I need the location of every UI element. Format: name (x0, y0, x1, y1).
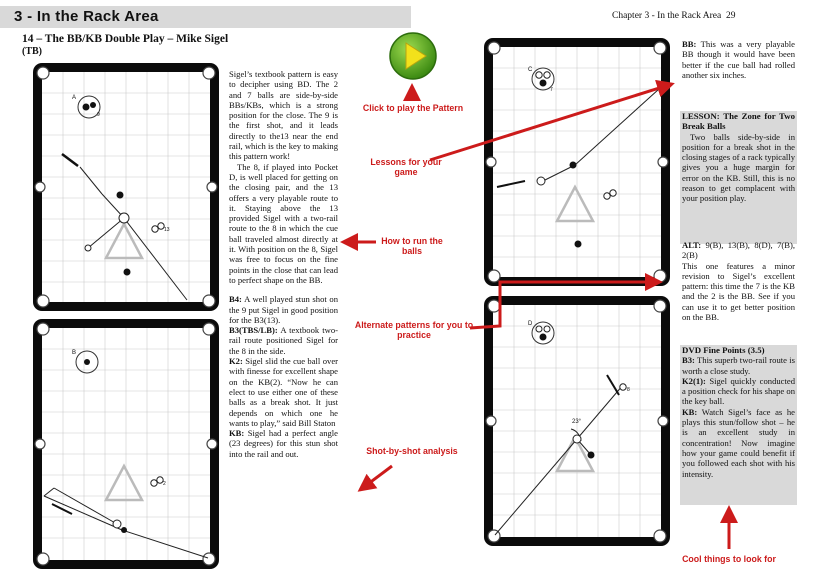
table-diagram-4 (483, 295, 671, 547)
dvd-b3: B3: This superb two-rail route is worth a close study. (682, 355, 795, 376)
annotation-alternate: Alternate patterns for you to practice (354, 320, 474, 340)
lesson-text: Two balls side-by-side in position for a break shot in the closing stages of a rack typically gives you a huge margin for error on the KB. Still, this is no reason to get complacent with your position play. (682, 131, 795, 204)
annotation-shot: Shot-by-shot analysis (366, 446, 458, 456)
diagram-2-marker: B (72, 350, 77, 356)
alt-body: This one features a minor revision to Sigel’s excellent pattern: this time the 7 is the KB and the 2 is the BB. See if you can use it to get better position on the BB. (682, 260, 795, 323)
dvd-box (680, 345, 797, 505)
bb-paragraph: BB: This was a very playable BB though it would have been better if the cue ball had rolled another six inches. (682, 39, 795, 80)
arrow-shot (360, 466, 392, 490)
diagram-1-marker: A (72, 95, 77, 101)
diagram-1-ball-label-13: 13 (164, 227, 170, 233)
annotation-lessons: Lessons for your game (370, 157, 442, 177)
table-diagram-1 (32, 62, 220, 312)
b4-paragraph: B4: A well played stun shot on the 9 put Sigel in good position for the B3(13). (229, 294, 338, 325)
col1-paragraph-1: Sigel’s textbook pattern is easy to decipher using BD. The 2 and 7 balls are side-by-side BBs/KBs, which is a strong position for the close. The 9 is the first shot, and it leads directly to the13 near the end rail, which is the key to making this pattern work! (229, 69, 338, 162)
table-diagram-2 (32, 318, 220, 570)
annotation-howto: How to run the balls (381, 236, 443, 256)
article-title: 14 – The BB/KB Double Play – Mike Sigel (22, 33, 229, 45)
diagram-4-marker: D (528, 321, 533, 327)
diagram-3-ball-label-7: 7 (550, 87, 553, 93)
running-header (612, 11, 735, 21)
dvd-kb: KB: Watch Sigel’s face as he plays this stun/follow shot – he is an excellent study in concentration! Now imagine how your game could benefit if you followed each shot with his intensity. (682, 406, 795, 479)
article-subtitle: (TB) (22, 46, 42, 57)
table-diagram-3 (483, 37, 671, 287)
lesson-title: LESSON: The Zone for Two Break Balls (682, 111, 795, 132)
annotation-cool: Cool things to look for (682, 554, 776, 564)
diagram-2-ball-label-2: 2 (163, 481, 166, 487)
section-header-title: 3 - In the Rack Area (14, 8, 159, 25)
alt-section (682, 240, 795, 322)
page-number: 29 (725, 11, 736, 21)
diagram-4-ball-label-8: 8 (627, 387, 630, 393)
chapter-label: Chapter 3 - In the Rack Area (612, 11, 722, 21)
kb-paragraph: KB: Sigel had a perfect angle (23 degrees) for this stun shot into the rail and out. (229, 428, 338, 459)
dvd-k2: K2(1): Sigel quickly conducted a position check for his shape on the key ball. (682, 375, 795, 407)
k2-paragraph: K2: Sigel slid the cue ball over with finesse for excellent shape on the KB(2). “Now he can elect to use either one of these balls as a break shot. It just depends on which one he wants to play,” said Bill Staton (229, 356, 338, 428)
annotation-play: Click to play the Pattern (362, 103, 464, 113)
column-1-text (229, 69, 338, 459)
diagram-1-ball-label-9: 9 (97, 112, 100, 118)
angle-label: 23° (572, 419, 582, 425)
column-2-text (682, 39, 795, 80)
play-button[interactable] (388, 31, 438, 81)
dvd-title: DVD Fine Points (3.5) (682, 345, 765, 355)
col1-paragraph-2: The 8, if played into Pocket D, is well placed for getting on the closing pair, and the 13 offers a very playable route to it. Staying above the 13 provided Sigel with a two-rail route to the 8 in which the cue ball traveled almost directly at it. With position on the 8, Sigel was free to focus on the fine points in the close that can lead to perfect shape on the BB. (229, 161, 338, 285)
lesson-box (680, 111, 797, 244)
diagram-3-marker: C (528, 67, 533, 73)
b3-paragraph: B3(TBS/LB): A textbook two-rail route positioned Sigel for the 8 in the side. (229, 325, 338, 356)
alt-line: ALT: 9(B), 13(B), 8(D), 7(B), 2(B) (682, 240, 795, 261)
